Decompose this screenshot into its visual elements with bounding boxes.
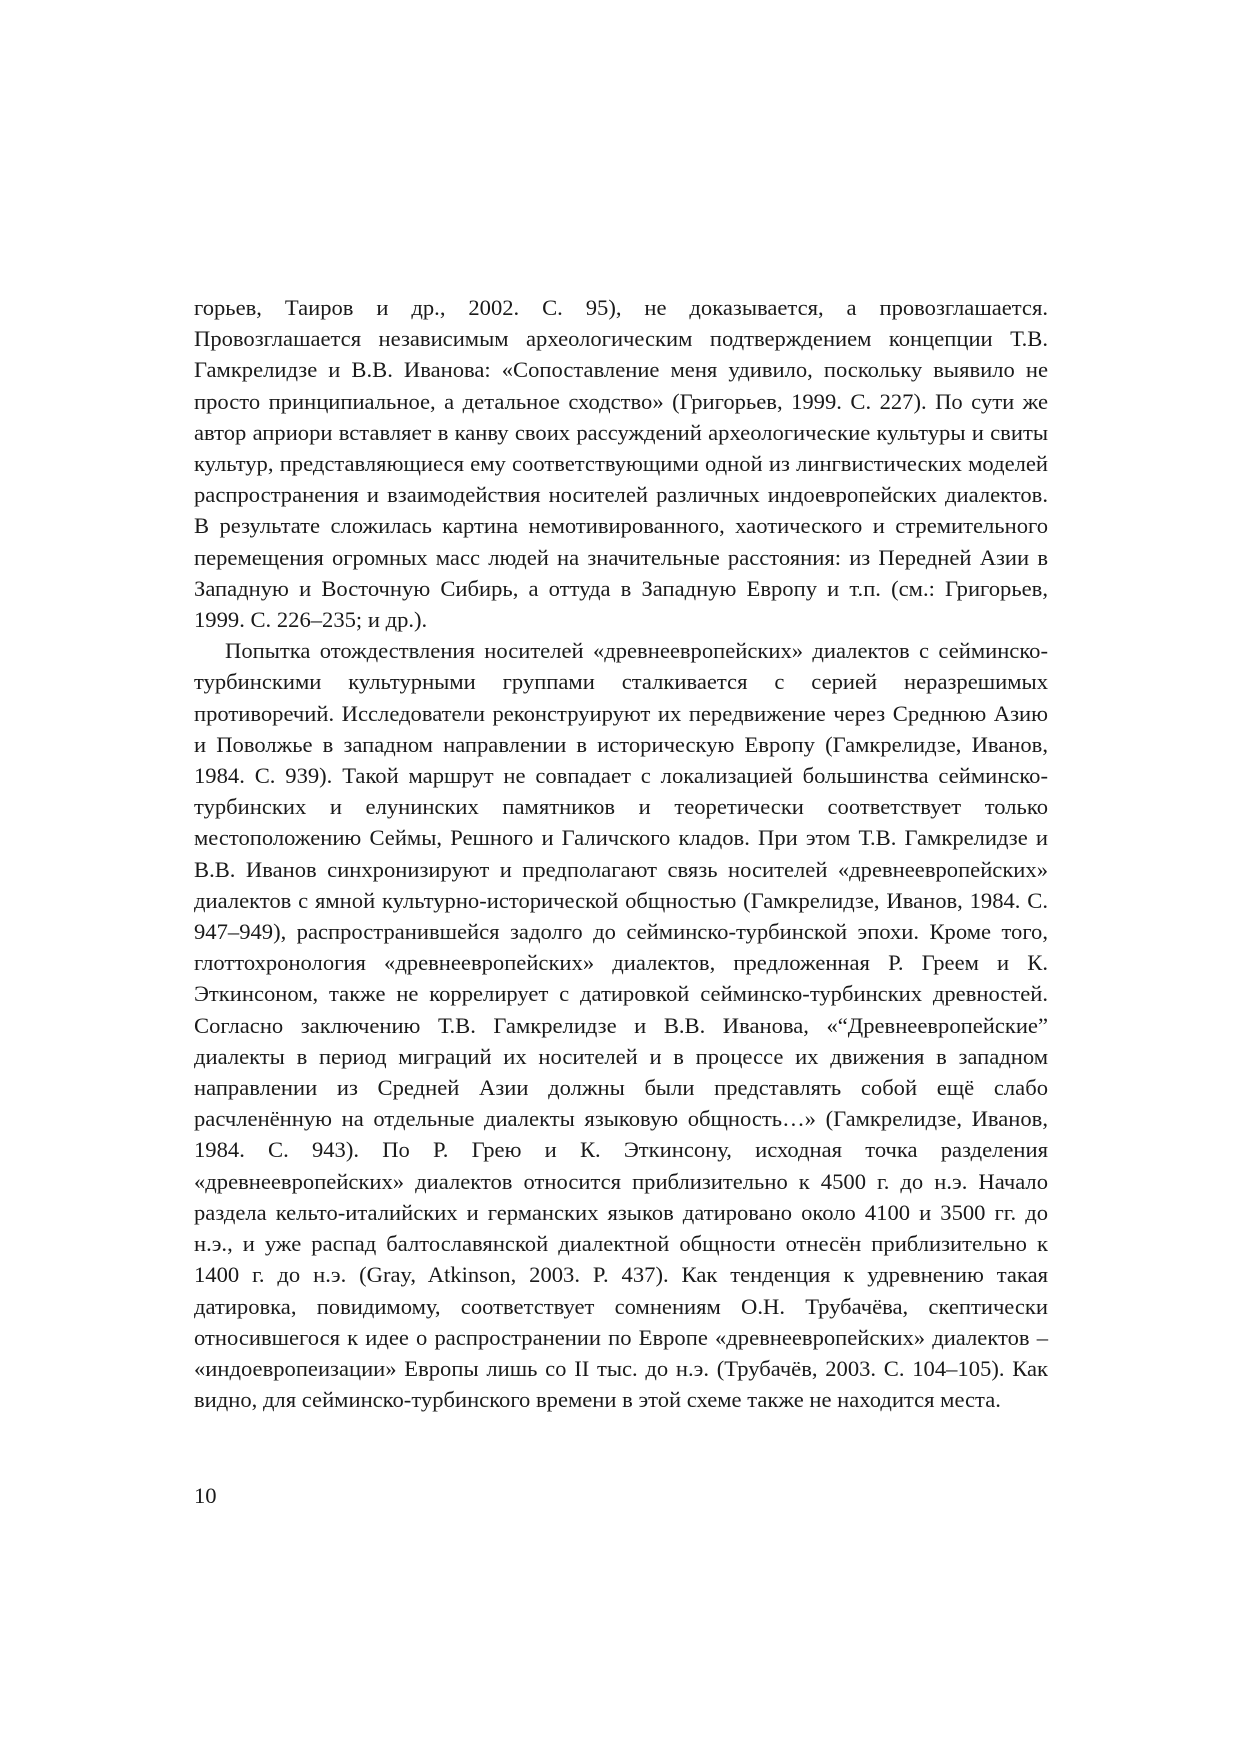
paragraph-main: Попытка отождествления носителей «древнеевропейских» диалектов с сейминско-турбинскими культурными группами сталкивается с серией неразрешимых противоречий. Исследователи реконструируют их передвижение через Среднюю Азию и Поволжье в западном направлении в историческую Европу (Гамкрелидзе, Иванов, 1984. С. 939). Такой маршрут не совпадает с локализацией большинства сейминско-турбинских и елунинских памятников и теоретически соответствует только местоположению Сеймы, Решного и Галичского кладов. При этом Т.В. Гамкрелидзе и В.В. Иванов синхронизируют и предполагают связь носителей «древнеевропейских» диалектов с ямной культурно-исторической общностью (Гамкрелидзе, Иванов, 1984. С. 947–949), распространившейся задолго до сейминско-турбинской эпохи. Кроме того, глоттохронология «древнеевропейских» диалектов, предложенная Р. Греем и К. Эткинсоном, также не коррелирует с датировкой сейминско-турбинских древностей. Согласно заключению Т.В. Гамкрелидзе и В.В. Иванова, «“Древнеевропейские” диалекты в период миграций их носителей и в процессе их движения в западном направлении из Средней Азии должны были представлять собой ещё слабо расчленённую на отдельные диалекты языковую общность…» (Гамкрелидзе, Иванов, 1984. С. 943). По Р. Грею и К. Эткинсону, исходная точка разделения «древнеевропейских» диалектов относится приблизительно к 4500 г. до н.э. Начало раздела кельто-италийских и германских языков датировано около 4100 и 3500 гг. до н.э., и уже распад балтославянской диалектной общности отнесён приблизительно к 1400 г. до н.э. (Gray, Atkinson, 2003. P. 437). Как тенденция к удревнению такая датировка, повидимому, соответствует сомнениям О.Н. Трубачёва, скептически относившегося к идее о распространении по Европе «древнеевропейских» диалектов – «индоевропеизации» Европы лишь со II тыс. до н.э. (Трубачёв, 2003. С. 104–105). Как видно, для сейминско-турбинского времени в этой схеме также не находится места.	[194, 638, 1048, 1413]
page-number: 10	[194, 1483, 217, 1508]
page-body	[194, 292, 1048, 1415]
paragraph-continuation: горьев, Таиров и др., 2002. С. 95), не доказывается, а провозглашается. Провозглашается независимым археологическим подтверждением концепции Т.В. Гамкрелидзе и В.В. Иванова: «Сопоставление меня удивило, поскольку выявило не просто принципиальное, а детальное сходство» (Григорьев, 1999. С. 227). По сути же автор априори вставляет в канву своих рассуждений археологические культуры и свиты культур, представляющиеся ему соответствующими одной из лингвистических моделей распространения и взаимодействия носителей различных индоевропейских диалектов. В результате сложилась картина немотивированного, хаотического и стремительного перемещения огромных масс людей на значительные расстояния: из Передней Азии в Западную и Восточную Сибирь, а оттуда в Западную Европу и т.п. (см.: Григорьев, 1999. С. 226–235; и др.).	[194, 295, 1048, 633]
